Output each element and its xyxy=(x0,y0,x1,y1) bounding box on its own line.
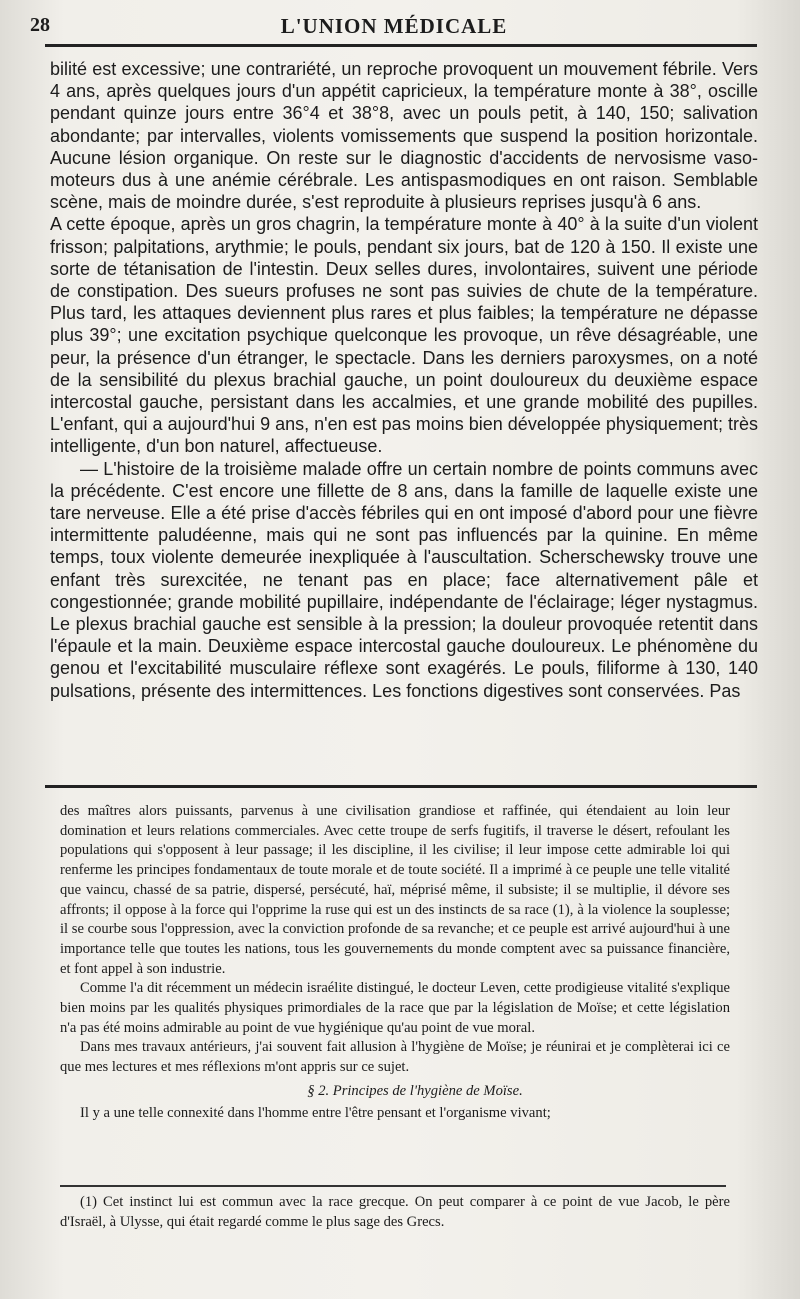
footnote-rule xyxy=(60,1185,726,1187)
main-paragraph: bilité est excessive; une contrariété, un reproche provoquent un mouvement fébrile. Vers 4 ans, après quelques jours d'un appétit capricieux, la température monte à 38°, oscille pendant quinze jours entre 36°4 et 38°8, avec un pouls petit, à 140, 150; salivation abondante; par intervalles, violents vomissements que suspend la position horizontale. Aucune lésion organique. On reste sur le diagnostic d'accidents de nervosisme vaso-moteurs dus à une anémie cérébrale. Les antispasmodiques en ont raison. Semblable scène, mais de moindre durée, s'est reproduite à plusieurs reprises jusqu'à 6 ans. xyxy=(50,59,758,213)
section-divider xyxy=(45,785,757,788)
continued-paragraph: Comme l'a dit récemment un médecin israélite distingué, le docteur Leven, cette prodigieuse vitalité s'explique bien moins par les qualités physiques primordiales de la race que par la législation de Moïse; et cette législation n'a pas été moins admirable au point de vue hygiénique qu'au point de vue moral. xyxy=(60,980,730,1036)
continued-text xyxy=(60,802,730,1123)
main-paragraph: A cette époque, après un gros chagrin, la température monte à 40° à la suite d'un violent frisson; palpitations, arythmie; le pouls, pendant six jours, bat de 120 à 150. Il existe une sorte de tétanisation de l'intestin. Deux selles dures, involontaires, suivent une période de constipation. Des sueurs profuses ne sont pas suivies de chute de la température. Plus tard, les attaques deviennent plus rares et plus faibles; la température ne dépasse plus 39°; une excitation psychique quelconque les provoque, un rêve désagréable, une peur, la présence d'un étranger, le spectacle. Dans les derniers paroxysmes, on a noté de la sensibilité du plexus brachial gauche, un point douloureux du deuxième espace intercostal gauche, persistant dans les accalmies, et une grande mobilité des pupilles. L'enfant, qui a aujourd'hui 9 ans, n'en est pas moins bien développée physiquement; très intelligente, d'un bon naturel, affectueuse. xyxy=(50,214,758,457)
continued-paragraph: Dans mes travaux antérieurs, j'ai souvent fait allusion à l'hygiène de Moïse; je réunirai et je complèterai ici ce que mes lectures et mes réflexions m'ont appris sur ce sujet. xyxy=(60,1039,730,1076)
section-heading: § 2. Principes de l'hygiène de Moïse. xyxy=(307,1082,523,1099)
page-header xyxy=(30,8,758,42)
footnote-text: (1) Cet instinct lui est commun avec la race grecque. On peut comparer à ce point de vue Jacob, le père d'Israël, à Ulysse, qui était regardé comme le plus sage des Grecs. xyxy=(60,1194,730,1230)
footnote xyxy=(60,1193,730,1232)
continued-paragraph: Il y a une telle connexité dans l'homme entre l'être pensant et l'organisme vivant; xyxy=(80,1104,551,1121)
continued-paragraph: des maîtres alors puissants, parvenus à une civilisation grandiose et raffinée, qui étendaient au loin leur domination et leurs relations commerciales. Avec cette troupe de serfs fugitifs, il traverse le désert, refoulant les populations qui s'opposent à leur passage; il les discipline, il les civilise; il leur impose cette admirable loi qui renferme les principes fondamentaux de toute morale et de toute société. Il a imprimé à ce peuple une telle vitalité que vaincu, chassé de sa patrie, dispersé, persécuté, haï, méprisé même, il subsiste; il se multiplie, il dévore ses affronts; il oppose à la force qui l'opprime la ruse qui est un des instincts de sa race (1), à la violence la souplesse; il se courbe sous l'oppression, avec la conviction profonde de sa revanche; et ce peuple est arrivé aujourd'hui à une importance telle que toutes les nations, tous les gouvernements du monde comptent avec sa puissance financière, et font appel à son industrie. xyxy=(60,803,730,977)
header-rule xyxy=(45,44,757,47)
main-text xyxy=(50,58,758,702)
running-title: L'UNION MÉDICALE xyxy=(280,14,508,38)
main-paragraph: — L'histoire de la troisième malade offre un certain nombre de points communs avec la précédente. C'est encore une fillette de 8 ans, dans la famille de laquelle existe une tare nerveuse. Elle a été prise d'accès fébriles qui en ont imposé d'abord pour une fièvre intermittente paludéenne, mais qui ne sont pas influencés par la quinine. En même temps, toux violente demeurée inexpliquée à l'auscultation. Scherschewsky trouve une enfant très surexcitée, ne tenant pas en place; face alternativement pâle et congestionnée; grande mobilité pupillaire, indépendante de l'éclairage; léger nystagmus. Le plexus brachial gauche est sensible à la pression; la douleur provoquée retentit dans l'épaule et la main. Deuxième espace intercostal gauche douloureux. Le phénomène du genou et l'excitabilité musculaire réflexe sont exagérés. Le pouls, filiforme à 130, 140 pulsations, présente des intermittences. Les fonctions digestives sont conservées. Pas xyxy=(50,458,758,701)
page-number: 28 xyxy=(30,14,50,36)
